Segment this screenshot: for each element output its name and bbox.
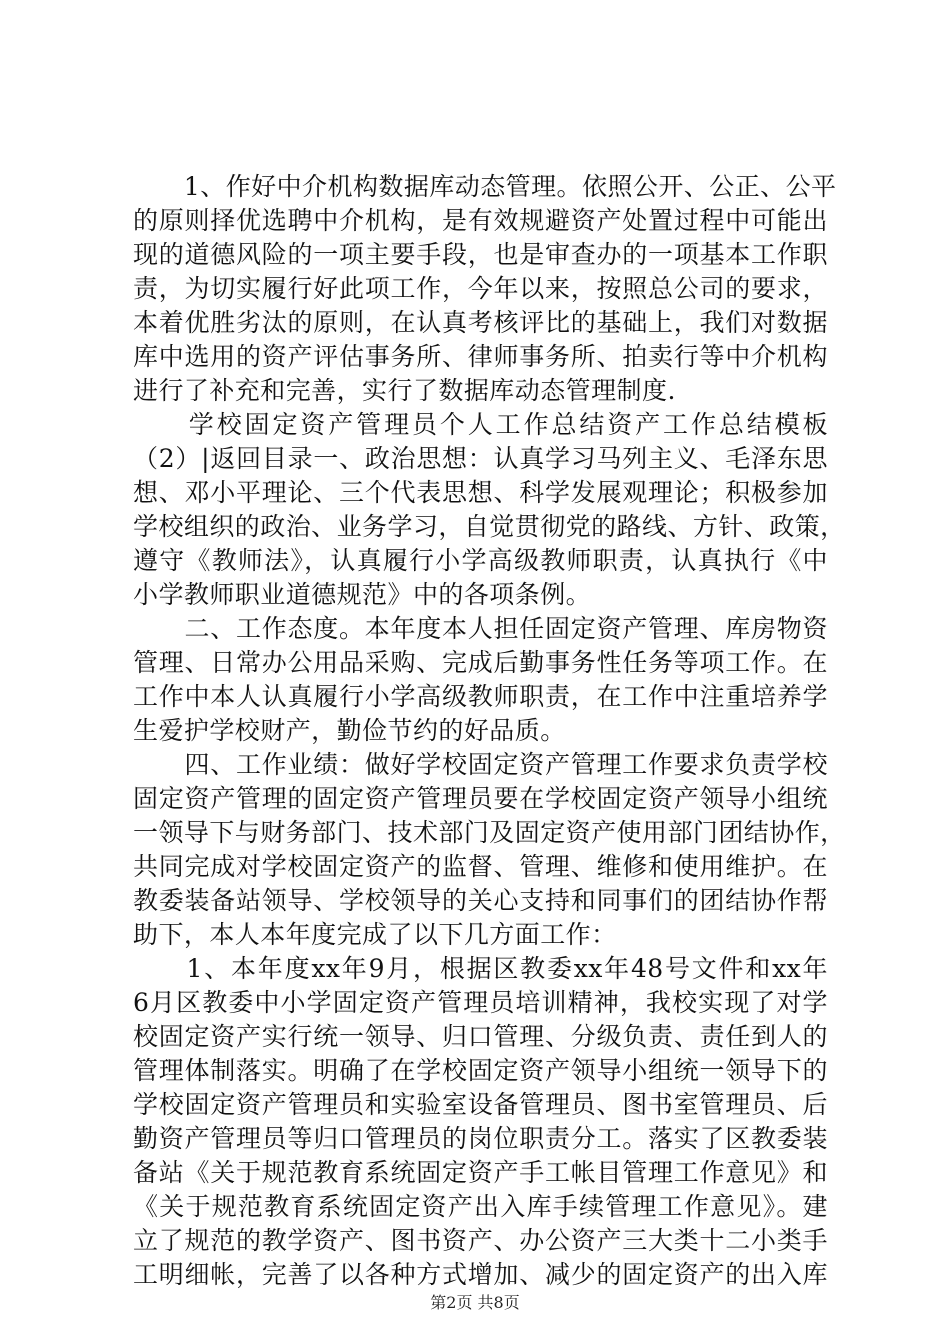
- text-line: 备站《关于规范教育系统固定资产手工帐目管理工作意见》和: [133, 1158, 828, 1187]
- text-line: 学校固定资产管理员和实验室设备管理员、图书室管理员、后: [133, 1090, 828, 1119]
- text-line: 生爱护学校财产，勤俭节约的好品质。: [133, 716, 566, 745]
- document-body: [133, 170, 846, 1292]
- text-line: 工明细帐，完善了以各种方式增加、减少的固定资产的出入库: [133, 1260, 828, 1289]
- text-line: 现的道德风险的一项主要手段，也是审查办的一项基本工作职: [133, 240, 828, 269]
- text-line: 勤资产管理员等归口管理员的岗位职责分工。落实了区教委装: [133, 1124, 828, 1153]
- text-line: 想、邓小平理论、三个代表思想、科学发展观理论；积极参加: [133, 478, 828, 507]
- text-line: 6月区教委中小学固定资产管理员培训精神，我校实现了对学: [133, 988, 828, 1017]
- text-line: 责，为切实履行好此项工作，今年以来，按照总公司的要求，: [133, 274, 828, 303]
- text-line: 助下，本人本年度完成了以下几方面工作：: [133, 920, 617, 949]
- text-line: 立了规范的教学资产、图书资产、办公资产三大类十二小类手: [133, 1226, 828, 1255]
- text-line: 工作中本人认真履行小学高级教师职责，在工作中注重培养学: [133, 682, 828, 711]
- text-line: 《关于规范教育系统固定资产出入库手续管理工作意见》。建: [133, 1192, 828, 1221]
- text-line: 本着优胜劣汰的原则，在认真考核评比的基础上，我们对数据: [133, 308, 828, 337]
- text-line: 1、作好中介机构数据库动态管理。依照公开、公正、公平: [133, 172, 837, 201]
- text-line: 管理体制落实。明确了在学校固定资产领导小组统一领导下的: [133, 1056, 828, 1085]
- text-line: 教委装备站领导、学校领导的关心支持和同事们的团结协作帮: [133, 886, 828, 915]
- text-line: 的原则择优选聘中介机构，是有效规避资产处置过程中可能出: [133, 206, 828, 235]
- text-line: 遵守《教师法》，认真履行小学高级教师职责，认真执行《中: [133, 546, 828, 575]
- text-line: 小学教师职业道德规范》中的各项条例。: [133, 580, 592, 609]
- text-line: 一领导下与财务部门、技术部门及固定资产使用部门团结协作，: [133, 818, 846, 847]
- text-line: 库中选用的资产评估事务所、律师事务所、拍卖行等中介机构: [133, 342, 828, 371]
- text-line: 学校组织的政治、业务学习，自觉贯彻党的路线、方针、政策，: [133, 512, 846, 541]
- page-footer: 第2页 共8页: [430, 1293, 520, 1312]
- text-line: 1、本年度xx年9月，根据区教委xx年48号文件和xx年: [133, 954, 828, 983]
- text-line: 学校固定资产管理员个人工作总结资产工作总结模板: [133, 410, 828, 439]
- text-line: 校固定资产实行统一领导、归口管理、分级负责、责任到人的: [133, 1022, 828, 1051]
- text-line: 四、工作业绩：做好学校固定资产管理工作要求负责学校: [133, 750, 828, 779]
- text-line: 管理、日常办公用品采购、完成后勤事务性任务等项工作。在: [133, 648, 828, 677]
- text-line: 进行了补充和完善，实行了数据库动态管理制度.: [133, 376, 676, 405]
- text-line: 固定资产管理的固定资产管理员要在学校固定资产领导小组统: [133, 784, 828, 813]
- text-line: （2）|返回目录一、政治思想：认真学习马列主义、毛泽东思: [133, 444, 828, 473]
- text-line: 共同完成对学校固定资产的监督、管理、维修和使用维护。在: [133, 852, 828, 881]
- text-line: 二、工作态度。本年度本人担任固定资产管理、库房物资: [133, 614, 828, 643]
